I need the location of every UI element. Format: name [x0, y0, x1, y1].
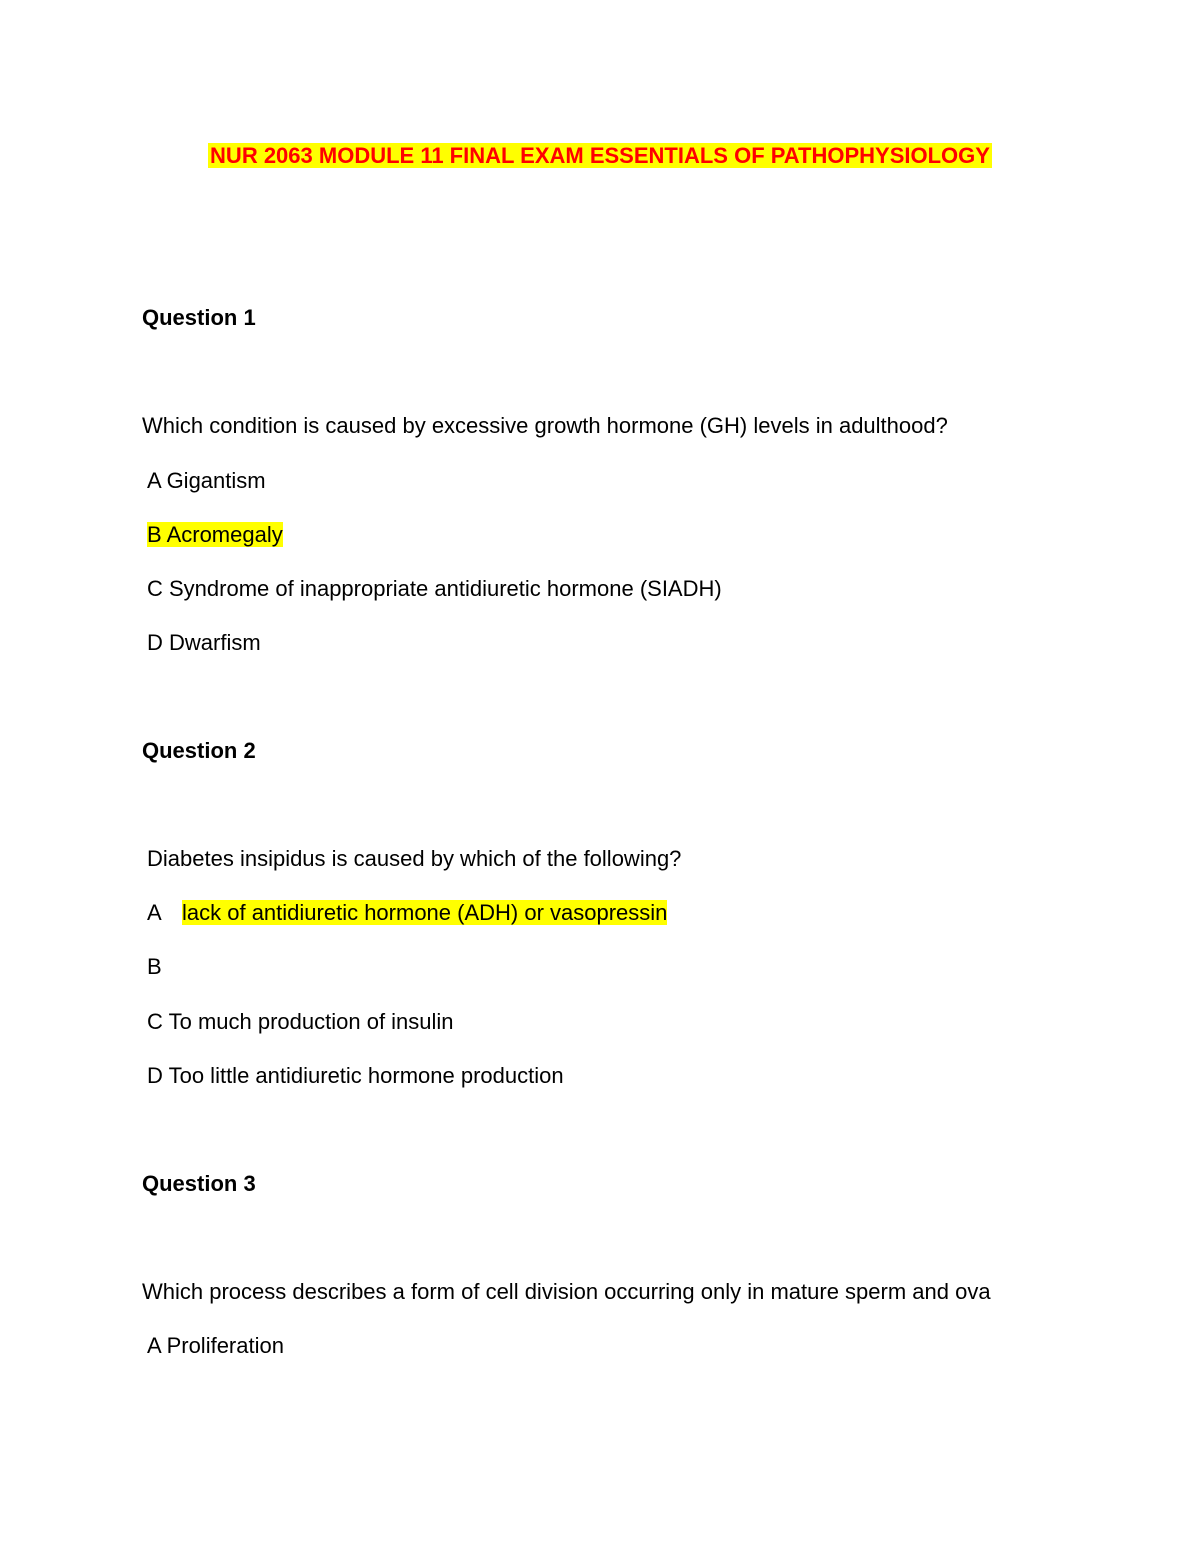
question-1-option-d: D Dwarfism — [147, 630, 261, 655]
question-3-option-a: A Proliferation — [147, 1333, 284, 1358]
option-letter: A — [147, 900, 162, 925]
answer-highlight: B Acromegaly — [147, 522, 283, 547]
question-2-option-c: C To much production of insulin — [147, 1009, 454, 1034]
question-3-heading: Question 3 — [142, 1171, 256, 1196]
question-1-text: Which condition is caused by excessive growth hormone (GH) levels in adulthood? — [142, 413, 948, 438]
question-1-option-b — [147, 520, 283, 550]
question-1-option-a: A Gigantism — [147, 468, 266, 493]
question-3-text: Which process describes a form of cell division occurring only in mature sperm and ova — [142, 1279, 991, 1304]
document-title: NUR 2063 MODULE 11 FINAL EXAM ESSENTIALS OF PATHOPHYSIOLOGY — [210, 143, 990, 168]
question-2-option-a — [147, 898, 667, 928]
question-1-option-c: C Syndrome of inappropriate antidiuretic hormone (SIADH) — [147, 576, 722, 601]
question-2-option-b: B — [147, 954, 162, 979]
answer-highlight: lack of antidiuretic hormone (ADH) or vasopressin — [182, 900, 668, 925]
question-2-text: Diabetes insipidus is caused by which of the following? — [147, 846, 682, 871]
question-2-heading: Question 2 — [142, 738, 256, 763]
question-2-option-d: D Too little antidiuretic hormone production — [147, 1063, 564, 1088]
question-1-heading: Question 1 — [142, 305, 256, 330]
